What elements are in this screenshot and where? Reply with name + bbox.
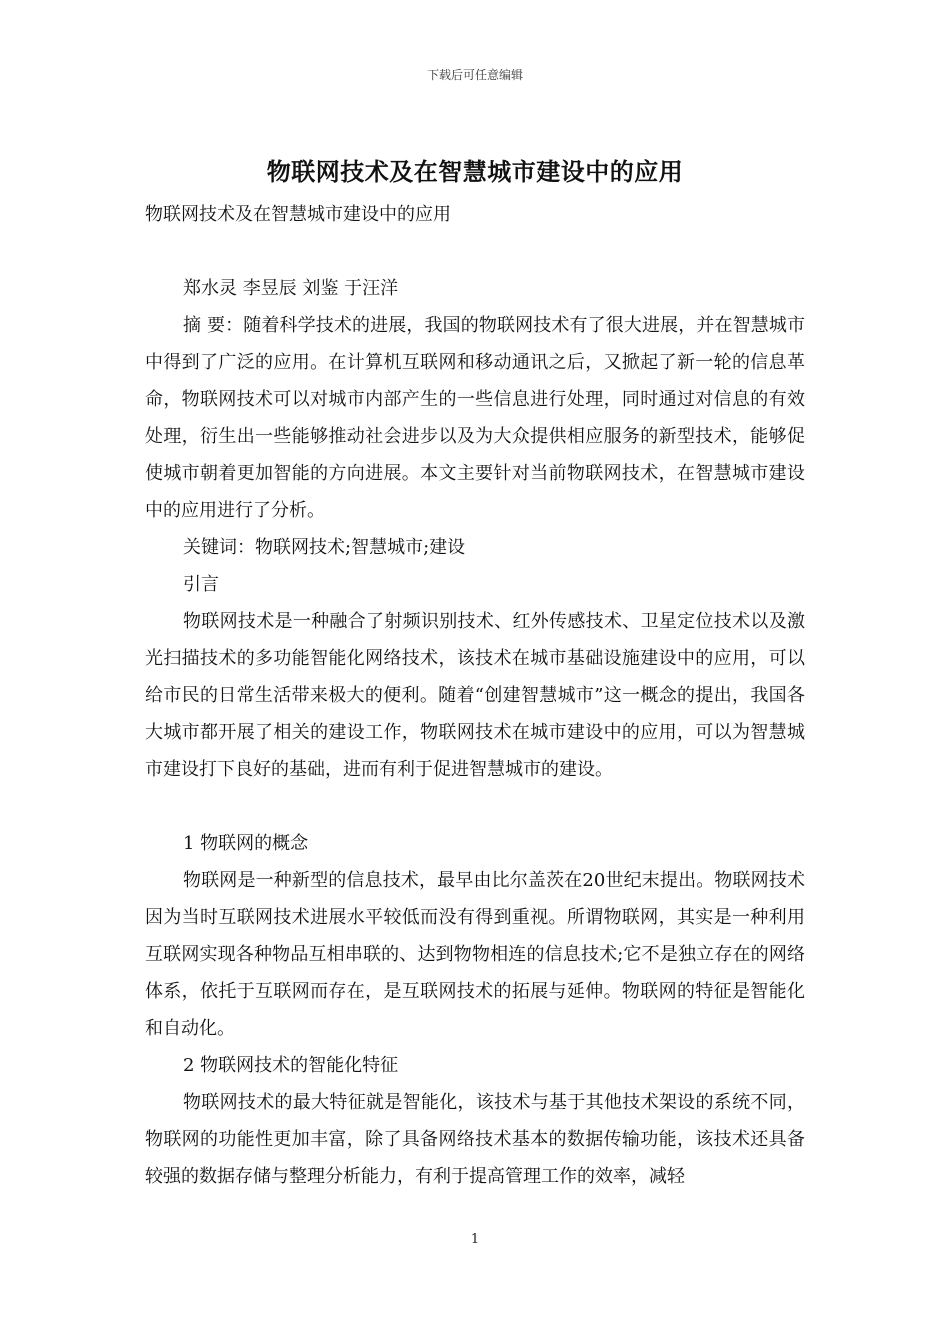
intro-paragraph: 物联网技术是一种融合了射频识别技术、红外传感技术、卫星定位技术以及激光扫描技术的多功能智能化网络技术，该技术在城市基础设施建设中的应用，可以给市民的日常生活带来极大的便利。随着“创建智慧城市”这一概念的提出，我国各大城市都开展了相关的建设工作，物联网技术在城市建设中的应用，可以为智慧城市建设打下良好的基础，进而有利于促进智慧城市的建设。 bbox=[145, 611, 805, 780]
section-heading-intro: 引言 bbox=[183, 574, 219, 595]
document-body bbox=[145, 196, 805, 1195]
spacer bbox=[145, 233, 805, 270]
keywords: 关键词：物联网技术;智慧城市;建设 bbox=[183, 537, 466, 558]
section-heading-2: 2 物联网技术的智能化特征 bbox=[183, 1055, 399, 1076]
page-header: 下载后可任意编辑 bbox=[426, 68, 523, 82]
document-title: 物联网技术及在智慧城市建设中的应用 bbox=[266, 157, 684, 186]
spacer bbox=[145, 788, 805, 825]
section-2-paragraph: 物联网技术的最大特征就是智能化，该技术与基于其他技术架设的系统不同，物联网的功能性更加丰富，除了具备网络技术基本的数据传输功能，该技术还具备较强的数据存储与整理分析能力，有利于提高管理工作的效率，减轻 bbox=[145, 1092, 805, 1187]
authors: 郑水灵 李昱辰 刘鉴 于汪洋 bbox=[183, 278, 399, 299]
section-1-paragraph: 物联网是一种新型的信息技术，最早由比尔盖茨在20世纪末提出。物联网技术因为当时互联网技术进展水平较低而没有得到重视。所谓物联网，其实是一种利用互联网实现各种物品互相串联的、达到物物相连的信息技术;它不是独立存在的网络体系，依托于互联网而存在，是互联网技术的拓展与延伸。物联网的特征是智能化和自动化。 bbox=[145, 870, 805, 1039]
section-heading-1: 1 物联网的概念 bbox=[183, 833, 309, 854]
abstract-paragraph: 摘 要：随着科学技术的进展，我国的物联网技术有了很大进展，并在智慧城市中得到了广泛的应用。在计算机互联网和移动通讯之后，又掀起了新一轮的信息革命，物联网技术可以对城市内部产生的一些信息进行处理，同时通过对信息的有效处理，衍生出一些能够推动社会进步以及为大众提供相应服务的新型技术，能够促使城市朝着更加智能的方向进展。本文主要针对当前物联网技术，在智慧城市建设中的应用进行了分析。 bbox=[145, 315, 805, 521]
subtitle-line: 物联网技术及在智慧城市建设中的应用 bbox=[145, 204, 451, 225]
page-number: 1 bbox=[470, 1232, 480, 1247]
